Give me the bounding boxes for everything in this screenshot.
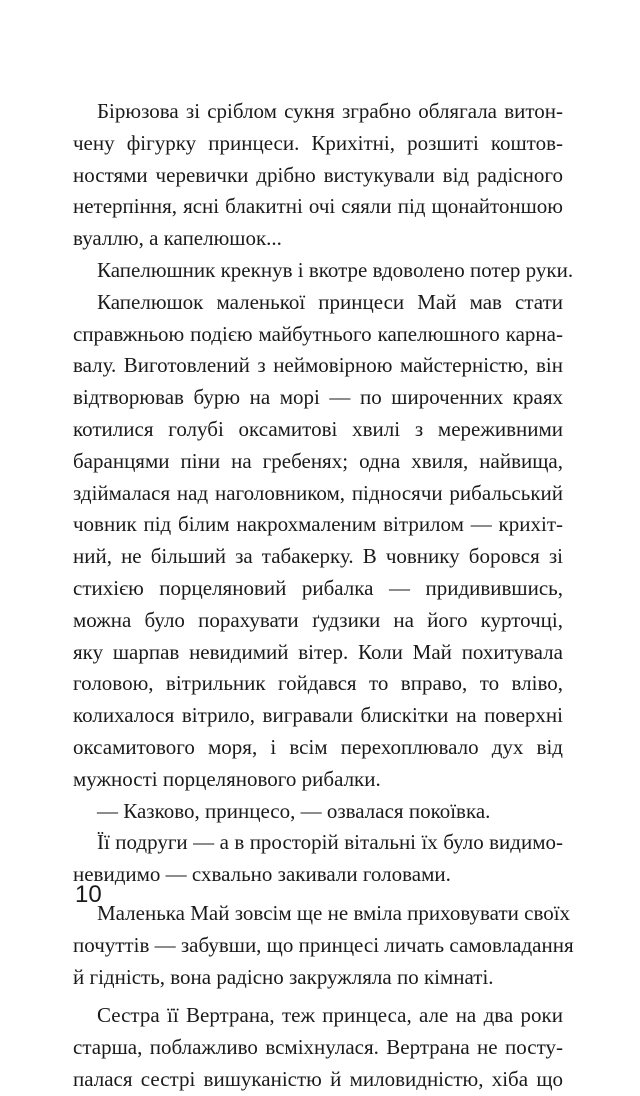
text-line: Маленька Май зовсім ще не вміла приховувати своїх bbox=[97, 900, 571, 925]
text-line: ний, не більший за табакерку. В човнику боровся зі bbox=[73, 544, 563, 569]
text-line: Бірюзова зі сріблом сукня зграбно облягала витон- bbox=[97, 99, 563, 123]
text-line: нетерпіння, ясні блакитні очі сяяли під щонайтоншою bbox=[73, 194, 563, 219]
text-line: ностями черевички дрібно вистукували від радісного bbox=[73, 162, 563, 187]
text-line: валу. Виготовлений з неймовірною майстерністю, він bbox=[73, 353, 563, 378]
text-line: мужності порцелянового рибалки. bbox=[73, 766, 381, 791]
text-line: Її подруги — а в просторій вітальні їх було видимо- bbox=[97, 830, 563, 855]
text-line: котилися голубі оксамитові хвилі з мереживними bbox=[73, 416, 563, 441]
text-line: Капелюшник крекнув і вкотре вдоволено потер руки. bbox=[97, 257, 574, 282]
text-line: вуаллю, а капелюшок... bbox=[73, 226, 282, 251]
text-line: палася сестрі вишуканістю й миловидністю, хіба що bbox=[73, 1066, 563, 1091]
text-line: оксамитового моря, і всім перехоплювало дух від bbox=[73, 734, 563, 759]
page-number: 10 bbox=[75, 881, 102, 908]
text-line: — Казково, принцесо, — озвалася покоївка. bbox=[97, 798, 491, 823]
text-line: невидимо — схвально закивали головами. bbox=[73, 862, 451, 887]
text-line: човник під білим накрохмаленим вітрилом — крихіт- bbox=[73, 512, 563, 537]
text-line: Капелюшок маленької принцеси Май мав стати bbox=[97, 289, 563, 314]
text-line: Сестра її Вертрана, теж принцеса, але на два роки bbox=[97, 1003, 563, 1028]
text-line: здіймалася над наголовником, підносячи рибальський bbox=[73, 480, 563, 505]
text-line: головою, вітрильник гойдався то вправо, то вліво, bbox=[73, 671, 563, 696]
text-line: справжньою подією майбутнього капелюшного карна- bbox=[73, 321, 563, 346]
text-line: старша, поблажливо всміхнулася. Вертрана не посту- bbox=[73, 1035, 563, 1060]
text-line: можна було порахувати ґудзики на його курточці, bbox=[73, 607, 563, 632]
text-line: колихалося вітрило, вигравали блискітки на поверхні bbox=[73, 703, 563, 728]
text-line: стихією порцеляновий рибалка — придивившись, bbox=[73, 575, 563, 600]
text-line: відтворював бурю на морі — по широченних краях bbox=[73, 385, 563, 410]
text-line: й гідність, вона радісно закружляла по кімнаті. bbox=[73, 964, 494, 989]
text-line: почуттів — забувши, що принцесі личать самовладання bbox=[73, 932, 574, 957]
text-line: чену фігурку принцеси. Крихітні, розшиті коштов- bbox=[73, 130, 563, 155]
text-line: баранцями піни на гребенях; одна хвиля, найвища, bbox=[73, 448, 563, 473]
text-line: яку шарпав невидимий вітер. Коли Май похитувала bbox=[73, 639, 563, 664]
page-text bbox=[73, 96, 574, 1096]
